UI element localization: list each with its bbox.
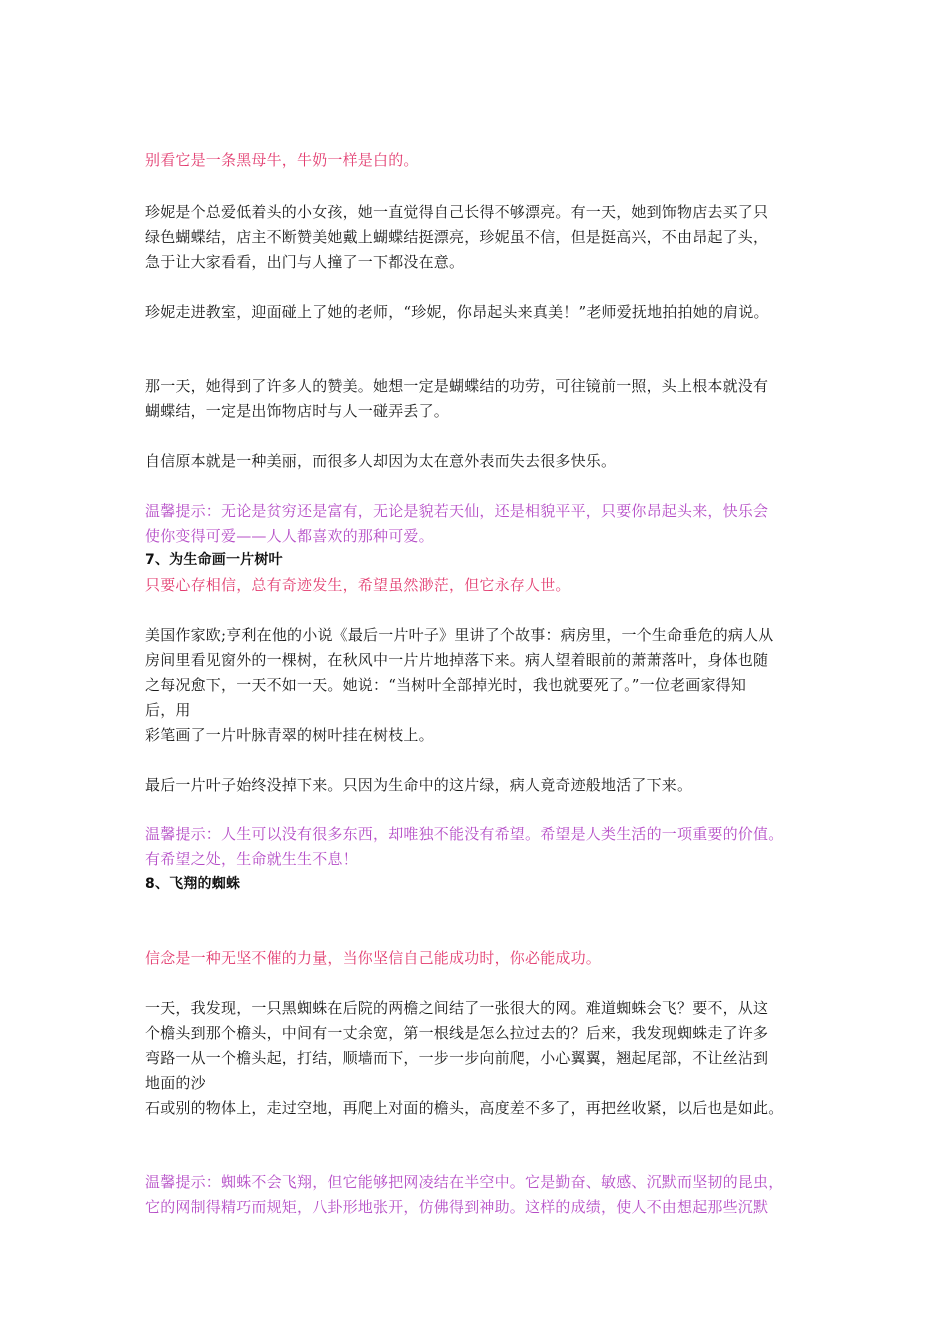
story6-paragraph-3-line-2: 蝴蝶结，一定是出饰物店时与人一碰弄丢了。	[145, 402, 450, 420]
story6-tip-line-2: 使你变得可爱——人人都喜欢的那种可爱。	[145, 527, 434, 545]
story7-paragraph-1-line-1: 美国作家欧;亨利在他的小说《最后一片叶子》里讲了个故事：病房里，一个生命垂危的病人从	[145, 626, 774, 644]
story6-paragraph-4-line-1: 自信原本就是一种美丽，而很多人却因为太在意外表而失去很多快乐。	[145, 452, 617, 470]
story8-paragraph-1-line-1: 一天，我发现，一只黑蜘蛛在后院的两檐之间结了一张很大的网。难道蜘蛛会飞？要不，从这	[145, 999, 769, 1017]
story7-paragraph-2-line-1: 最后一片叶子始终没掉下来。只因为生命中的这片绿，病人竟奇迹般地活了下来。	[145, 776, 693, 794]
story6-paragraph-1-line-1: 珍妮是个总爱低着头的小女孩，她一直觉得自己长得不够漂亮。有一天，她到饰物店去买了只	[145, 203, 769, 221]
story7-paragraph-1-line-4: 后，用	[145, 701, 191, 719]
story7-tip-line-1: 温馨提示：人生可以没有很多东西，却唯独不能没有希望。希望是人类生活的一项重要的价值。	[145, 825, 784, 843]
story6-paragraph-1-line-2: 绿色蝴蝶结，店主不断赞美她戴上蝴蝶结挺漂亮，珍妮虽不信，但是挺高兴，不由昂起了头，	[145, 228, 769, 246]
story7-paragraph-1-line-3: 之每况愈下，一天不如一天。她说：“当树叶全部掉光时，我也就要死了。”一位老画家得知	[145, 676, 747, 694]
story8-paragraph-1-line-2: 个檐头到那个檐头，中间有一丈余宽，第一根线是怎么拉过去的？后来，我发现蜘蛛走了许多	[145, 1024, 769, 1042]
story6-paragraph-1-line-3: 急于让大家看看，出门与人撞了一下都没在意。	[145, 253, 465, 271]
story6-motto: 别看它是一条黑母牛，牛奶一样是白的。	[145, 151, 419, 169]
story8-heading: 8、飞翔的蜘蛛	[145, 876, 241, 892]
story7-paragraph-1-line-5: 彩笔画了一片叶脉青翠的树叶挂在树枝上。	[145, 726, 434, 744]
story8-tip-line-2: 它的网制得精巧而规矩，八卦形地张开，仿佛得到神助。这样的成绩，使人不由想起那些沉默	[145, 1198, 769, 1216]
story7-paragraph-1-line-2: 房间里看见窗外的一棵树，在秋风中一片片地掉落下来。病人望着眼前的萧萧落叶，身体也随	[145, 651, 769, 669]
story8-paragraph-1-line-3: 弯路一从一个檐头起，打结，顺墙而下，一步一步向前爬，小心翼翼，翘起尾部，不让丝沾到	[145, 1049, 769, 1067]
story7-tip-line-2: 有希望之处，生命就生生不息！	[145, 850, 358, 868]
story7-heading: 7、为生命画一片树叶	[145, 552, 283, 568]
story8-paragraph-1-line-5: 石或别的物体上，走过空地，再爬上对面的檐头，高度差不多了，再把丝收紧，以后也是如此。	[145, 1099, 784, 1117]
story8-motto: 信念是一种无坚不催的力量，当你坚信自己能成功时，你必能成功。	[145, 949, 602, 967]
story6-paragraph-2-line-1: 珍妮走进教室，迎面碰上了她的老师，“珍妮，你昂起头来真美！”老师爱抚地拍拍她的肩说。	[145, 303, 769, 321]
story8-paragraph-1-line-4: 地面的沙	[145, 1074, 206, 1092]
story6-paragraph-3-line-1: 那一天，她得到了许多人的赞美。她想一定是蝴蝶结的功劳，可往镜前一照，头上根本就没有	[145, 377, 769, 395]
story8-tip-line-1: 温馨提示：蜘蛛不会飞翔，但它能够把网凌结在半空中。它是勤奋、敏感、沉默而坚韧的昆虫，	[145, 1173, 784, 1191]
story6-tip-line-1: 温馨提示：无论是贫穷还是富有，无论是貌若天仙，还是相貌平平，只要你昂起头来，快乐会	[145, 502, 769, 520]
story7-motto: 只要心存相信，总有奇迹发生，希望虽然渺茫，但它永存人世。	[145, 576, 571, 594]
